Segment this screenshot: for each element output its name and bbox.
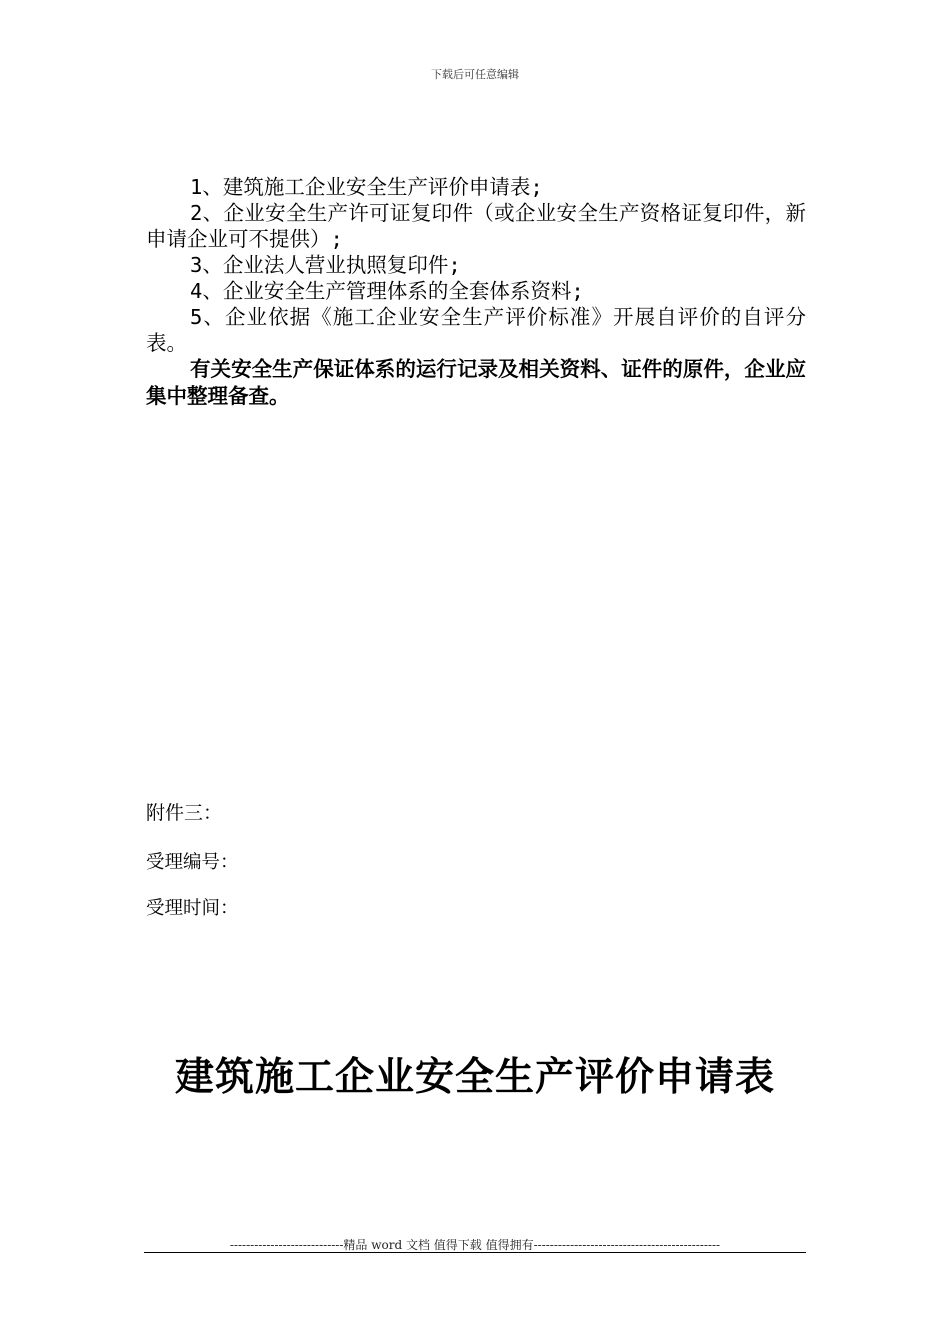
records-note: 有关安全生产保证体系的运行记录及相关资料、证件的原件，企业应集中整理备查。 <box>146 357 806 408</box>
list-item: 5、企业依据《施工企业安全生产评价标准》开展自评价的自评分表。 <box>146 305 806 355</box>
accept-number-label: 受理编号： <box>146 852 239 873</box>
form-title: 建筑施工企业安全生产评价申请表 <box>174 1055 775 1100</box>
page-header: 下载后可任意编辑 <box>431 68 519 81</box>
page-footer: ----------------------------精品 word 文档 值得下载 值得拥有---------------------------------------------- <box>229 1238 721 1252</box>
footer-divider <box>144 1252 806 1253</box>
list-item: 2、企业安全生产许可证复印件（或企业安全生产资格证复印件，新申请企业可不提供）; <box>146 201 806 251</box>
attachment-title: 附件三： <box>146 802 223 824</box>
list-item: 3、企业法人营业执照复印件; <box>190 253 461 277</box>
list-item: 1、建筑施工企业安全生产评价申请表; <box>190 175 543 199</box>
accept-time-label: 受理时间： <box>146 898 239 919</box>
requirements-list <box>146 174 806 410</box>
list-item: 4、企业安全生产管理体系的全套体系资料; <box>190 279 584 303</box>
